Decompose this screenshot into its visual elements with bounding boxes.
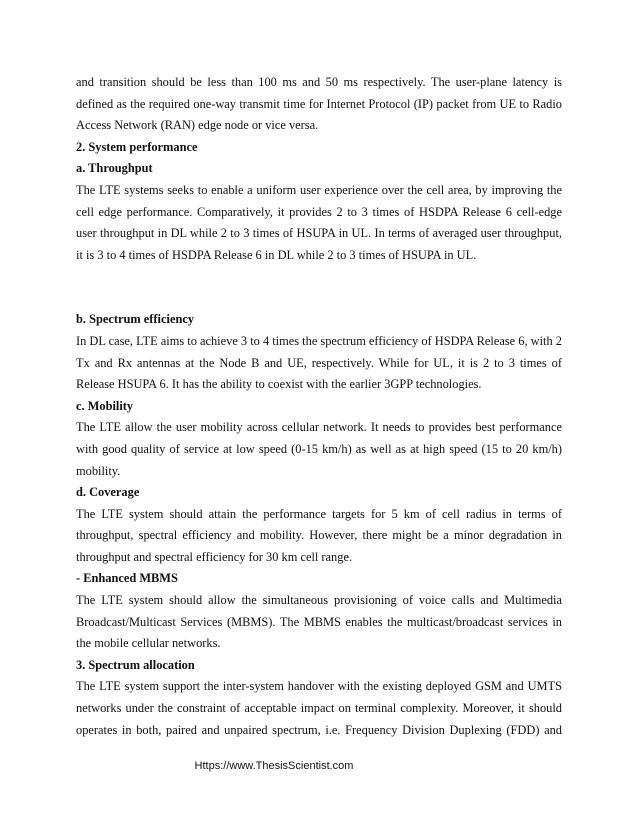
paragraph-mbms: The LTE system should allow the simultaneous provisioning of voice calls and Multimedia Broadcast/Multicast Services (MBMS). The MBMS enables the multicast/broadcast services in the mobile cellular networks. [76, 593, 562, 651]
blank-space [76, 266, 562, 309]
heading-spectrum-efficiency: b. Spectrum efficiency [76, 312, 195, 327]
heading-throughput: a. Throughput [76, 161, 153, 176]
heading-coverage: d. Coverage [76, 485, 140, 500]
paragraph-throughput: The LTE systems seeks to enable a uniform user experience over the cell area, by improving the cell edge performance. Comparatively, it provides 2 to 3 times of HSDPA Release 6 cell-edge user throughput in DL while 2 to 3 times of HSUPA in UL. In terms of averaged user throughput, it is 3 to 4 times of HSDPA Release 6 in DL while 2 to 3 times of HSUPA in UL. [76, 182, 562, 262]
footer-url: Https://www.ThesisScientist.com [194, 760, 354, 772]
paragraph-spectrum-efficiency: In DL case, LTE aims to achieve 3 to 4 times the spectrum efficiency of HSDPA Release 6, with 2 Tx and Rx antennas at the Node B and UE, respectively. While for UL, it is 2 to 3 times of Release HSUPA 6. It has the ability to coexist with the earlier 3GPP technologies. [76, 333, 562, 392]
heading-system-performance: 2. System performance [76, 139, 198, 154]
paragraph-coverage: The LTE system should attain the performance targets for 5 km of cell radius in terms of throughput, spectral efficiency and mobility. However, there might be a minor degradation in throughput and spectral efficiency for 30 km cell range. [76, 506, 562, 564]
page-content [76, 72, 562, 741]
heading-spectrum-allocation: 3. Spectrum allocation [76, 657, 195, 672]
heading-enhanced-mbms: - Enhanced MBMS [76, 571, 178, 586]
heading-mobility: c. Mobility [76, 398, 134, 413]
paragraph-spectrum-allocation: The LTE system support the inter-system handover with the existing deployed GSM and UMTS networks under the constraint of acceptable impact on terminal complexity. Moreover, it should operates in both, paired and unpaired spectrum, i.e. Frequency Division Duplexing (FDD) and [76, 679, 562, 737]
paragraph-mobility: The LTE allow the user mobility across cellular network. It needs to provides best performance with good quality of service at low speed (0-15 km/h) as well as at high speed (15 to 20 km/h) mobility. [76, 420, 562, 478]
paragraph-latency: and transition should be less than 100 ms and 50 ms respectively. The user-plane latency is defined as the required one-way transmit time for Internet Protocol (IP) packet from UE to Radio Access Network (RAN) edge node or vice versa. [76, 75, 562, 133]
